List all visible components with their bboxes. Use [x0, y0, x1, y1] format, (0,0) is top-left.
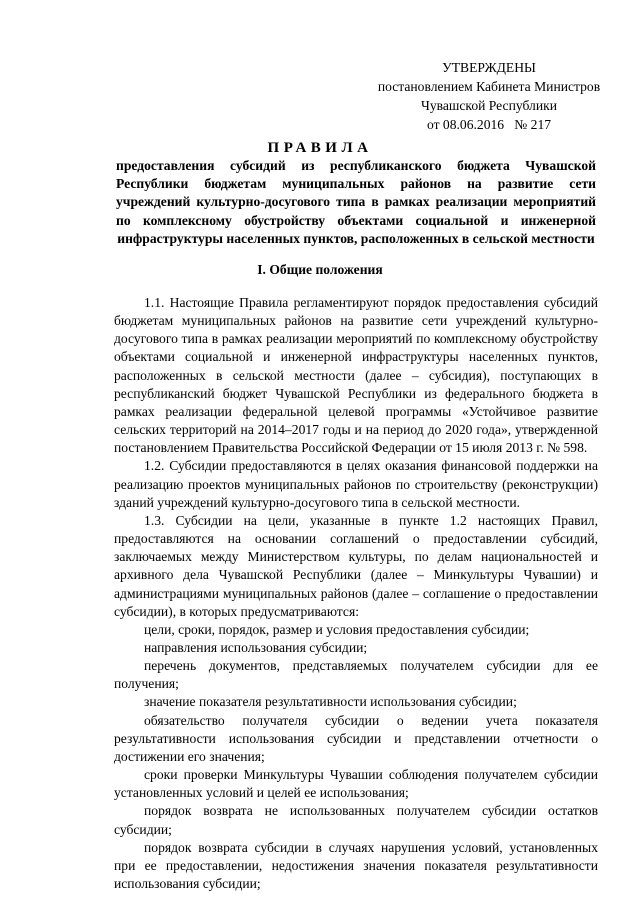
list-item: обязательство получателя субсидии о ведении учета показателя результативности использования субсидии и представлении отчетности о достижении его значения;: [114, 712, 598, 764]
paragraph-1-2: 1.2. Субсидии предоставляются в целях оказания финансовой поддержки на реализацию проектов муниципальных районов по строительству (реконструкции) зданий учреждений культурно-досугового типа в сельской местности.: [114, 458, 598, 510]
section-heading: I. Общие положения: [257, 262, 383, 277]
list-item: порядок возврата субсидии в случаях нарушения условий, установленных при ее предоставлении, недостижения значения показателя результативности использования субсидии;: [114, 839, 598, 891]
approval-issuer: постановлением Кабинета Министров: [377, 79, 601, 94]
approval-heading: УТВЕРЖДЕНЫ: [442, 60, 536, 75]
list-item: цели, сроки, порядок, размер и условия предоставления субсидии;: [144, 621, 530, 637]
list-item: сроки проверки Минкультуры Чувашии соблюдения получателем субсидии установленных условий и целей ее использования;: [114, 767, 598, 801]
document-body: [114, 294, 598, 893]
list-item: перечень документов, представляемых получателем субсидии для ее получения;: [114, 658, 598, 692]
approval-region: Чувашской Республики: [421, 98, 557, 113]
paragraph-1-3: 1.3. Субсидии на цели, указанные в пункте 1.2 настоящих Правил, предоставляются на основании соглашений о предоставлении субсидий, заключаемых между Министерством культуры, по делам национальностей и архивного дела Чувашской Республики (далее – Минкультуры Чувашии) и администрациями муниципальных районов (далее – соглашение о предоставлении субсидии), в которых предусматриваются:: [114, 512, 598, 619]
approval-block: [364, 58, 614, 134]
paragraph-1-1: 1.1. Настоящие Правила регламентируют порядок предоставления субсидий бюджетам муниципальных районов на развитие сети учреждений культурно-досугового типа в рамках реализации мероприятий по комплексному обустройству объектами социальной и инженерной инфраструктуры населенных пунктов, расположенных в сельской местности (далее – субсидия), поступающих в республиканский бюджет Чувашской Республики из федерального бюджета в рамках реализации федеральной целевой программы «Устойчивое развитие сельских территорий на 2014–2017 годы и на период до 2020 года», утвержденной постановлением Правительства Российской Федерации от 15 июля 2013 г. № 598.: [114, 295, 598, 456]
list-item: направления использования субсидии;: [144, 639, 368, 655]
approval-date-number: от 08.06.2016 № 217: [426, 117, 552, 132]
document-title: ПРАВИЛА: [267, 140, 373, 156]
list-item: порядок возврата не использованных получателем субсидии остатков субсидии;: [114, 803, 598, 837]
list-item: значение показателя результативности использования субсидии;: [144, 694, 517, 710]
document-subtitle: предоставления субсидий из республиканского бюджета Чувашской Республики бюджетам муниципальных районов на развитие сети учреждений культурно-досугового типа в рамках реализации мероприятий по комплексному обустройству объектами социальной и инженерной инфраструктуры населенных пунктов, расположенных в сельской местности: [116, 158, 596, 246]
